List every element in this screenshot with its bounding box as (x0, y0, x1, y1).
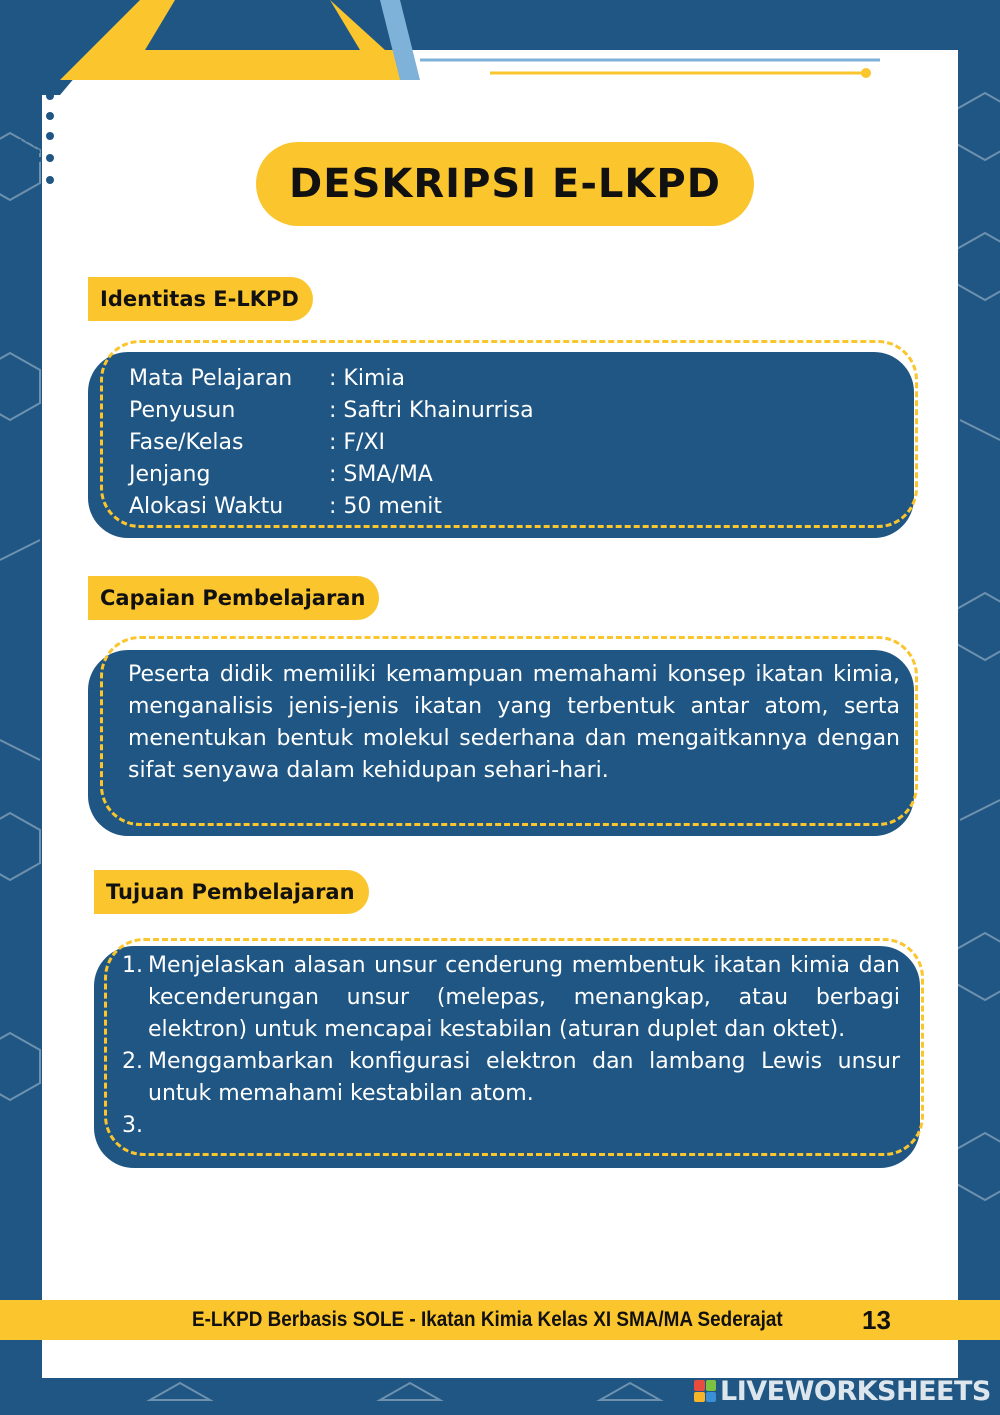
identity-key: Jenjang (129, 462, 211, 487)
identity-label: Identitas E-LKPD (88, 277, 313, 321)
identity-value: : Saftri Khainurrisa (329, 398, 534, 423)
corner-decoration (0, 0, 1000, 120)
identity-row (129, 491, 889, 523)
objective-text: Menggambarkan konfigurasi elektron dan lambang Lewis unsur untuk memahami kestabilan atom. (148, 1049, 900, 1106)
objective-item (122, 1046, 900, 1110)
achievement-text: Peserta didik memiliki kemampuan memahami konsep ikatan kimia, menganalisis jenis-jenis ikatan yang terbentuk antar atom, serta menentukan bentuk molekul sederhana dan mengaitkannya dengan sifat senyawa dalam kehidupan sehari-hari. (128, 662, 900, 783)
objective-number: 1. (122, 953, 143, 978)
identity-key: Penyusun (129, 398, 236, 423)
objective-text-blank[interactable] (148, 1110, 900, 1142)
objective-item (122, 950, 900, 1046)
identity-row (129, 395, 889, 427)
identity-row (129, 363, 889, 395)
footer-text: E-LKPD Berbasis SOLE - Ikatan Kimia Kelas XI SMA/MA Sederajat (192, 1308, 783, 1331)
objectives-label: Tujuan Pembelajaran (94, 870, 369, 914)
page-number: 13 (862, 1304, 891, 1335)
liveworksheets-watermark[interactable] (694, 1374, 991, 1408)
objective-number: 2. (122, 1049, 143, 1074)
liveworksheets-logo-icon (694, 1380, 716, 1402)
identity-list (129, 363, 889, 523)
identity-key: Mata Pelajaran (129, 366, 293, 391)
page-title: DESKRIPSI E-LKPD (256, 142, 754, 226)
identity-value: : Kimia (329, 366, 405, 391)
dot-decoration (0, 120, 60, 200)
objective-text: Menjelaskan alasan unsur cenderung membentuk ikatan kimia dan kecenderungan unsur (melepas, menangkap, atau berbagi elektron) untuk mencapai kestabilan (aturan duplet dan oktet). (148, 953, 900, 1042)
identity-row (129, 459, 889, 491)
achievement-label: Capaian Pembelajaran (88, 576, 379, 620)
objective-item (122, 1110, 900, 1142)
objectives-list (122, 950, 900, 1142)
identity-value: : F/XI (329, 430, 386, 455)
identity-key: Alokasi Waktu (129, 494, 284, 519)
identity-row (129, 427, 889, 459)
watermark-text: LIVEWORKSHEETS (720, 1375, 991, 1407)
identity-value: : 50 menit (329, 494, 443, 519)
identity-key: Fase/Kelas (129, 430, 244, 455)
objective-number: 3. (122, 1113, 143, 1138)
identity-value: : SMA/MA (329, 462, 433, 487)
